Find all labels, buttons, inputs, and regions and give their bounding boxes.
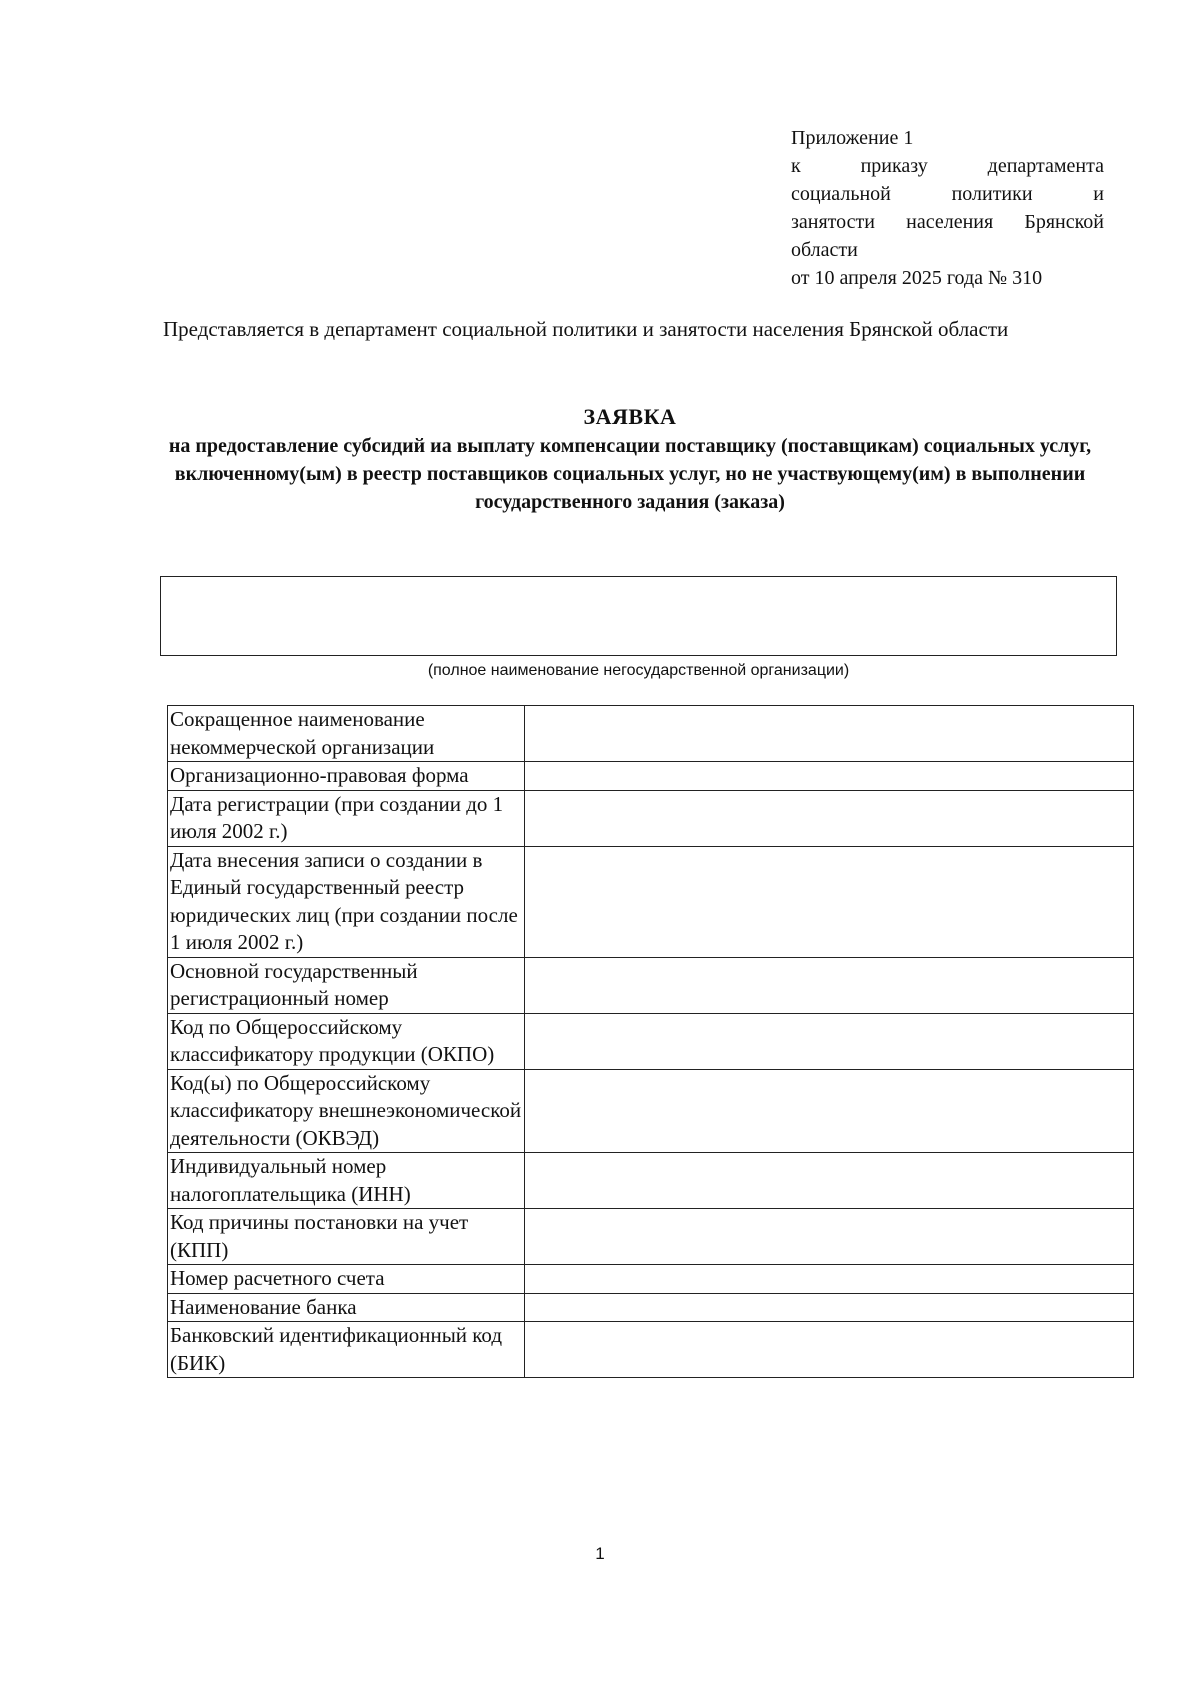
row-label-bik: Банковский идентификационный код (БИК) (168, 1322, 525, 1378)
application-subtitle: на предоставление субсидий иа выплату компенсации поставщику (поставщикам) социальных услуг, включенному(ым) в реестр поставщиков социальных услуг, но не участвующему(им) в выполнении государственного задания (заказа) (168, 435, 1092, 513)
appendix-date-number: от 10 апреля 2025 года № 310 (791, 267, 1043, 289)
row-value-kpp[interactable] (525, 1209, 1134, 1265)
presented-to-text: Представляется в департамент социальной политики и занятости населения Брянской области (163, 317, 1009, 341)
organization-details-table (167, 705, 1134, 1378)
row-label-bank-name: Наименование банка (168, 1293, 525, 1322)
appendix-order-line: к приказу департамента (791, 155, 1104, 177)
row-value-ogrn[interactable] (525, 957, 1134, 1013)
table-row (168, 846, 1134, 957)
table-row (168, 762, 1134, 791)
table-row (168, 1209, 1134, 1265)
row-value-bank-name[interactable] (525, 1293, 1134, 1322)
table-row (168, 1322, 1134, 1378)
table-row (168, 1265, 1134, 1294)
row-value-inn[interactable] (525, 1153, 1134, 1209)
page-number: 1 (595, 1544, 605, 1563)
row-label-kpp: Код причины постановки на учет (КПП) (168, 1209, 525, 1265)
row-value-egrul-entry-date[interactable] (525, 846, 1134, 957)
appendix-department-line-2: занятости населения Брянской (791, 211, 1104, 233)
table-row (168, 1293, 1134, 1322)
appendix-block (791, 124, 1104, 292)
row-label-account-number: Номер расчетного счета (168, 1265, 525, 1294)
row-value-short-name[interactable] (525, 706, 1134, 762)
row-label-egrul-entry-date: Дата внесения записи о создании в Единый государственный реестр юридических лиц (при создании после 1 июля 2002 г.) (168, 846, 525, 957)
appendix-region-line: области (791, 239, 858, 261)
row-label-okved: Код(ы) по Общероссийскому классификатору внешнеэкономической деятельности (ОКВЭД) (168, 1069, 525, 1153)
row-value-okved[interactable] (525, 1069, 1134, 1153)
appendix-department-line: социальной политики и (791, 183, 1104, 205)
row-label-legal-form: Организационно-правовая форма (168, 762, 525, 791)
row-label-inn: Индивидуальный номер налогоплательщика (ИНН) (168, 1153, 525, 1209)
table-row (168, 706, 1134, 762)
full-organization-name-caption: (полное наименование негосударственной организации) (427, 662, 850, 679)
table-row (168, 1069, 1134, 1153)
row-value-legal-form[interactable] (525, 762, 1134, 791)
application-heading (150, 402, 1110, 516)
application-title: ЗАЯВКА (583, 404, 677, 429)
table-row (168, 1153, 1134, 1209)
row-value-bik[interactable] (525, 1322, 1134, 1378)
table-row (168, 790, 1134, 846)
full-organization-name-field[interactable] (160, 576, 1117, 656)
row-label-registration-date: Дата регистрации (при создании до 1 июля 2002 г.) (168, 790, 525, 846)
row-label-short-name: Сокращенное наименование некоммерческой организации (168, 706, 525, 762)
row-value-registration-date[interactable] (525, 790, 1134, 846)
table-row (168, 957, 1134, 1013)
row-label-ogrn: Основной государственный регистрационный номер (168, 957, 525, 1013)
row-label-okpo: Код по Общероссийскому классификатору продукции (ОКПО) (168, 1013, 525, 1069)
row-value-okpo[interactable] (525, 1013, 1134, 1069)
appendix-title: Приложение 1 (791, 127, 914, 149)
row-value-account-number[interactable] (525, 1265, 1134, 1294)
table-row (168, 1013, 1134, 1069)
